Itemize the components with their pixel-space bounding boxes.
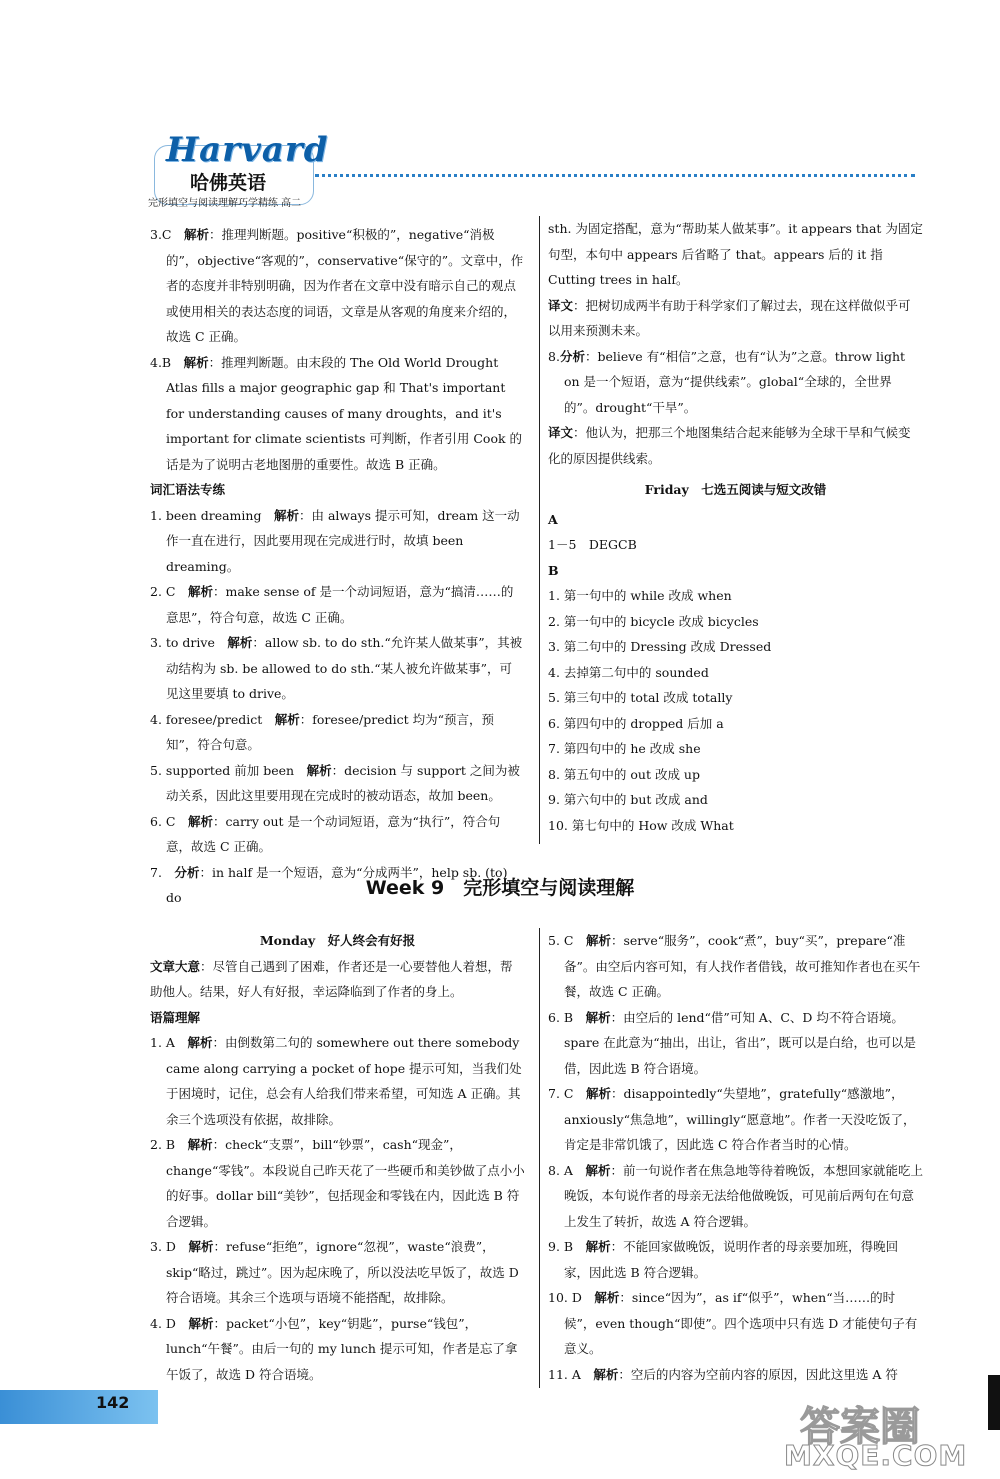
column-divider-top — [539, 216, 540, 844]
top-left-column — [150, 222, 524, 911]
analysis-text: ：refuse“拒绝”，ignore“忽视”，waste“浪费”，skip“略过，跳过”。因为起床晚了，所以没法吃早饭了，故选 D 符合语境。其余三个选项与语境不能搭配，故排除。 — [166, 1239, 519, 1305]
analysis-tag: 解析 — [188, 1315, 214, 1331]
cloze-item — [548, 1234, 923, 1285]
correction-item: 3. 第二句中的 Dressing 改成 Dressed — [548, 639, 772, 654]
analysis-tag: 解析 — [585, 1162, 611, 1178]
analysis-text: ：carry out 是一个动词短语，意为“执行”，符合句意，故选 C 正确。 — [166, 813, 501, 854]
answer-number: 9. B — [548, 1239, 574, 1254]
analysis-tag: 解析 — [585, 933, 611, 948]
cloze-item — [548, 1285, 923, 1362]
answer-number: 6. B — [548, 1009, 574, 1025]
correction-item: 9. 第六句中的 but 改成 and — [548, 792, 708, 807]
analysis-tag: 解析 — [187, 1137, 213, 1152]
header-dotted-rule — [315, 174, 915, 177]
watermark-logo-text: 答案圈 — [800, 1404, 920, 1450]
analysis-tag: 解析 — [585, 1009, 611, 1025]
answer-number: 4. foresee/predict — [150, 711, 263, 727]
answer-number: 6. C — [150, 813, 176, 829]
analysis-tag: 解析 — [187, 1035, 213, 1050]
correction-item: 5. 第三句中的 total 改成 totally — [548, 690, 733, 705]
correction-item: 1. 第一句中的 while 改成 when — [548, 588, 732, 603]
article-summary — [150, 954, 525, 1005]
analysis-tag: 解析 — [306, 762, 332, 778]
correction-item: 10. 第七句中的 How 改成 What — [548, 817, 734, 833]
analysis-text: ：由空后的 lend“借”可知 A、C、D 均不符合语境。spare 在此意为“抽出，出让，省出”，既可以是白给，也可以是借，因此选 B 符合语境。 — [564, 1009, 916, 1076]
section-heading-vocab: 词汇语法专练 — [150, 482, 226, 497]
section-a-answers: 1－5 DEGCB — [548, 537, 637, 552]
harvard-logo — [148, 130, 329, 209]
cloze-item — [548, 928, 923, 1005]
answer-number: 2. C — [150, 584, 176, 599]
correction-item: 6. 第四句中的 dropped 后加 a — [548, 715, 724, 731]
answer-number: 8. — [548, 348, 560, 364]
column-divider-bottom — [539, 928, 540, 1388]
logo-title: Harvard — [166, 130, 329, 170]
analysis-text: ：foresee/predict 均为“预言，预知”，符合句意。 — [166, 711, 494, 752]
answer-number: 1. A — [150, 1035, 175, 1050]
bottom-left-column — [150, 928, 525, 1387]
answer-number: 11. A — [548, 1366, 581, 1382]
page-number: 142 — [96, 1393, 130, 1412]
analysis-text: ：前一句说作者在焦急地等待着晚饭，本想回家就能吃上晚饭，本句说作者的母亲无法给他做晚饭，可见前后两句在句意上发生了转折，故选 A 符合逻辑。 — [564, 1162, 923, 1229]
translation-tag: 译文 — [548, 425, 574, 440]
section-b-label: B — [548, 562, 559, 578]
answer-number: 4. D — [150, 1315, 176, 1331]
watermark — [740, 1395, 990, 1475]
answer-number: 2. B — [150, 1137, 176, 1152]
answer-number: 10. D — [548, 1290, 582, 1305]
answer-number: 7. C — [548, 1086, 574, 1101]
answer-number: 5. C — [548, 933, 574, 948]
cloze-item — [548, 1362, 923, 1388]
analysis-text: ：由倒数第二句的 somewhere out there somebody came along carrying a pocket of hope 提示可知，当我们处于困境时，记住，总会有人给我们带来希望，可知选 A 正确。其余三个选项没有依据，故排除。 — [166, 1035, 522, 1127]
vocab-item — [150, 809, 524, 860]
analysis-text: ：decision 与 support 之间为被动关系，因此这里要用现在完成时的被动语态，故加 been。 — [166, 762, 520, 803]
answer-number: 7. — [150, 864, 162, 880]
analysis-tag: 解析 — [585, 1086, 611, 1101]
cloze-item — [548, 1005, 923, 1082]
analysis-tag: 解析 — [227, 635, 253, 650]
answer-number: 3. D — [150, 1239, 176, 1254]
vocab-item — [150, 579, 524, 630]
bottom-right-column — [548, 928, 923, 1387]
answer-number: 5. supported 前加 been — [150, 762, 295, 778]
answer-number: 3. to drive — [150, 635, 215, 650]
analysis-tag: 解析 — [187, 813, 213, 829]
top-right-column — [548, 216, 923, 838]
answer-number: 3.C — [150, 227, 172, 242]
analysis-tag: 解析 — [188, 1239, 214, 1254]
analysis-text: ：disappointedly“失望地”，gratefully“感激地”，anxiously“焦急地”，willingly“愿意地”。作者一天没吃饭了，肯定是非常饥饿了，因此选 C 符合作者当时的心情。 — [564, 1086, 916, 1152]
week-title: Week 9 完形填空与阅读理解 — [365, 877, 635, 899]
vocab-item — [150, 503, 524, 580]
analysis-item — [548, 344, 923, 421]
page-header — [140, 130, 920, 210]
analysis-tag: 解析 — [594, 1290, 620, 1305]
summary-text: ：尽管自己遇到了困难，作者还是一心要替他人着想，帮助他人。结果，好人有好报，幸运降临到了作者的身上。 — [150, 958, 513, 999]
answer-number: 4.B — [150, 354, 172, 370]
reading-item — [150, 350, 524, 478]
analysis-text: ：believe 有“相信”之意，也有“认为”之意。throw light on 是一个短语，意为“提供线索”。global“全球的，全世界的”。drought“干旱”。 — [564, 348, 906, 415]
logo-subtitle: 完形填空与阅读理解巧学精练 高二 — [148, 198, 302, 209]
logo-chinese-title: 哈佛英语 — [190, 172, 267, 194]
analysis-tag: 分析 — [559, 348, 585, 364]
watermark-url: MXQE.COM — [784, 1439, 968, 1472]
translation-text: ：把树切成两半有助于科学家们了解过去，现在这样做似乎可以用来预测未来。 — [548, 297, 911, 338]
analysis-text: ：in half 是一个短语，意为“分成两半”，help sb. (to) do — [166, 864, 508, 905]
analysis-tag: 解析 — [273, 507, 299, 523]
translation-text: ：他认为，把那三个地图集结合起来能够为全球干旱和气候变化的原因提供线索。 — [548, 425, 911, 466]
cloze-item — [150, 1234, 525, 1311]
analysis-tag: 解析 — [183, 354, 209, 370]
continued-text: sth. 为固定搭配，意为“帮助某人做某事”。it appears that 为固定句型，本句中 appears 后省略了 that。appears 后的 it 指 Cutting trees in half。 — [548, 221, 923, 287]
analysis-text: ：serve“服务”，cook“煮”，buy“买”，prepare“准备”。由空后内容可知，有人找作者借钱，故可推知作者也在买午餐，故选 C 正确。 — [564, 933, 921, 999]
correction-item: 7. 第四句中的 he 改成 she — [548, 741, 701, 756]
cloze-item — [150, 1311, 525, 1388]
summary-tag: 文章大意 — [150, 958, 201, 974]
analysis-text: ：不能回家做晚饭，说明作者的母亲要加班，得晚回家，因此选 B 符合逻辑。 — [564, 1239, 899, 1280]
analysis-tag: 解析 — [274, 711, 300, 727]
translation — [548, 420, 923, 471]
analysis-tag: 解析 — [585, 1239, 611, 1254]
analysis-tag: 解析 — [187, 584, 213, 599]
analysis-text: ：推理判断题。positive“积极的”，negative“消极的”，objective“客观的”，conservative“保守的”。文章中，作者的态度并非特别明确，因为作者在文章中没有暗示自己的观点或使用相关的表达态度的词语，文章是从客观的角度来介绍的，故选 C 正确。 — [166, 227, 524, 344]
analysis-text: ：空后的内容为空前内容的原因，因此这里选 A 符 — [618, 1366, 898, 1382]
translation — [548, 293, 923, 344]
analysis-text: ：check“支票”，bill“钞票”，cash“现金”，change“零钱”。本段说自己昨天花了一些硬币和美钞做了点小小的好事。dollar bill“美钞”，包括现金和零钱在内，因此选 B 符合逻辑。 — [166, 1137, 525, 1229]
analysis-text: ：packet“小包”，key“钥匙”，purse“钱包”，lunch“午餐”。由后一句的 my lunch 提示可知，作者是忘了拿午饭了，故选 D 符合语境。 — [166, 1315, 518, 1382]
analysis-text: ：由 always 提示可知，dream 这一动作一直在进行，因此要用现在完成进行时，故填 been dreaming。 — [166, 507, 520, 574]
analysis-tag: 分析 — [174, 864, 200, 880]
cloze-item — [150, 1030, 525, 1132]
analysis-text: ：推理判断题。由末段的 The Old World Drought Atlas fills a major geographic gap 和 That's important for understanding causes of many droughts，and it's important for climate scientists 可判断，作者引用 Cook 的话是为了说明古老地图册的重要性。故选 B 正确。 — [166, 354, 523, 472]
monday-title: Monday 好人终会有好报 — [259, 933, 416, 948]
correction-item: 4. 去掉第二句中的 sounded — [548, 664, 709, 680]
friday-title: Friday 七选五阅读与短文改错 — [644, 482, 827, 497]
translation-tag: 译文 — [548, 297, 574, 313]
section-a-label: A — [548, 511, 558, 527]
cloze-item — [150, 1132, 525, 1234]
analysis-text: ：since“因为”，as if“似乎”，when“当……的时候”，even though“即使”。四个选项中只有选 D 才能使句子有意义。 — [564, 1290, 918, 1356]
analysis-text: ：make sense of 是一个动词短语，意为“搞清……的意思”，符合句意，故选 C 正确。 — [166, 584, 514, 625]
correction-item: 8. 第五句中的 out 改成 up — [548, 766, 700, 782]
vocab-item — [150, 630, 524, 707]
cloze-item — [548, 1158, 923, 1235]
reading-item — [150, 222, 524, 350]
page-number-bar — [0, 1390, 158, 1424]
vocab-item — [150, 758, 524, 809]
analysis-text: ：allow sb. to do sth.“允许某人做某事”，其被动结构为 sb. be allowed to do sth.“某人被允许做某事”，可见这里要填 to drive。 — [166, 635, 523, 701]
section-heading-reading: 语篇理解 — [150, 1009, 201, 1025]
vocab-item — [150, 707, 524, 758]
answer-number: 8. A — [548, 1162, 573, 1178]
answer-number: 1. been dreaming — [150, 507, 262, 523]
correction-item: 2. 第一句中的 bicycle 改成 bicycles — [548, 613, 759, 629]
cloze-item — [548, 1081, 923, 1158]
analysis-tag: 解析 — [184, 227, 210, 242]
analysis-tag: 解析 — [593, 1366, 619, 1382]
